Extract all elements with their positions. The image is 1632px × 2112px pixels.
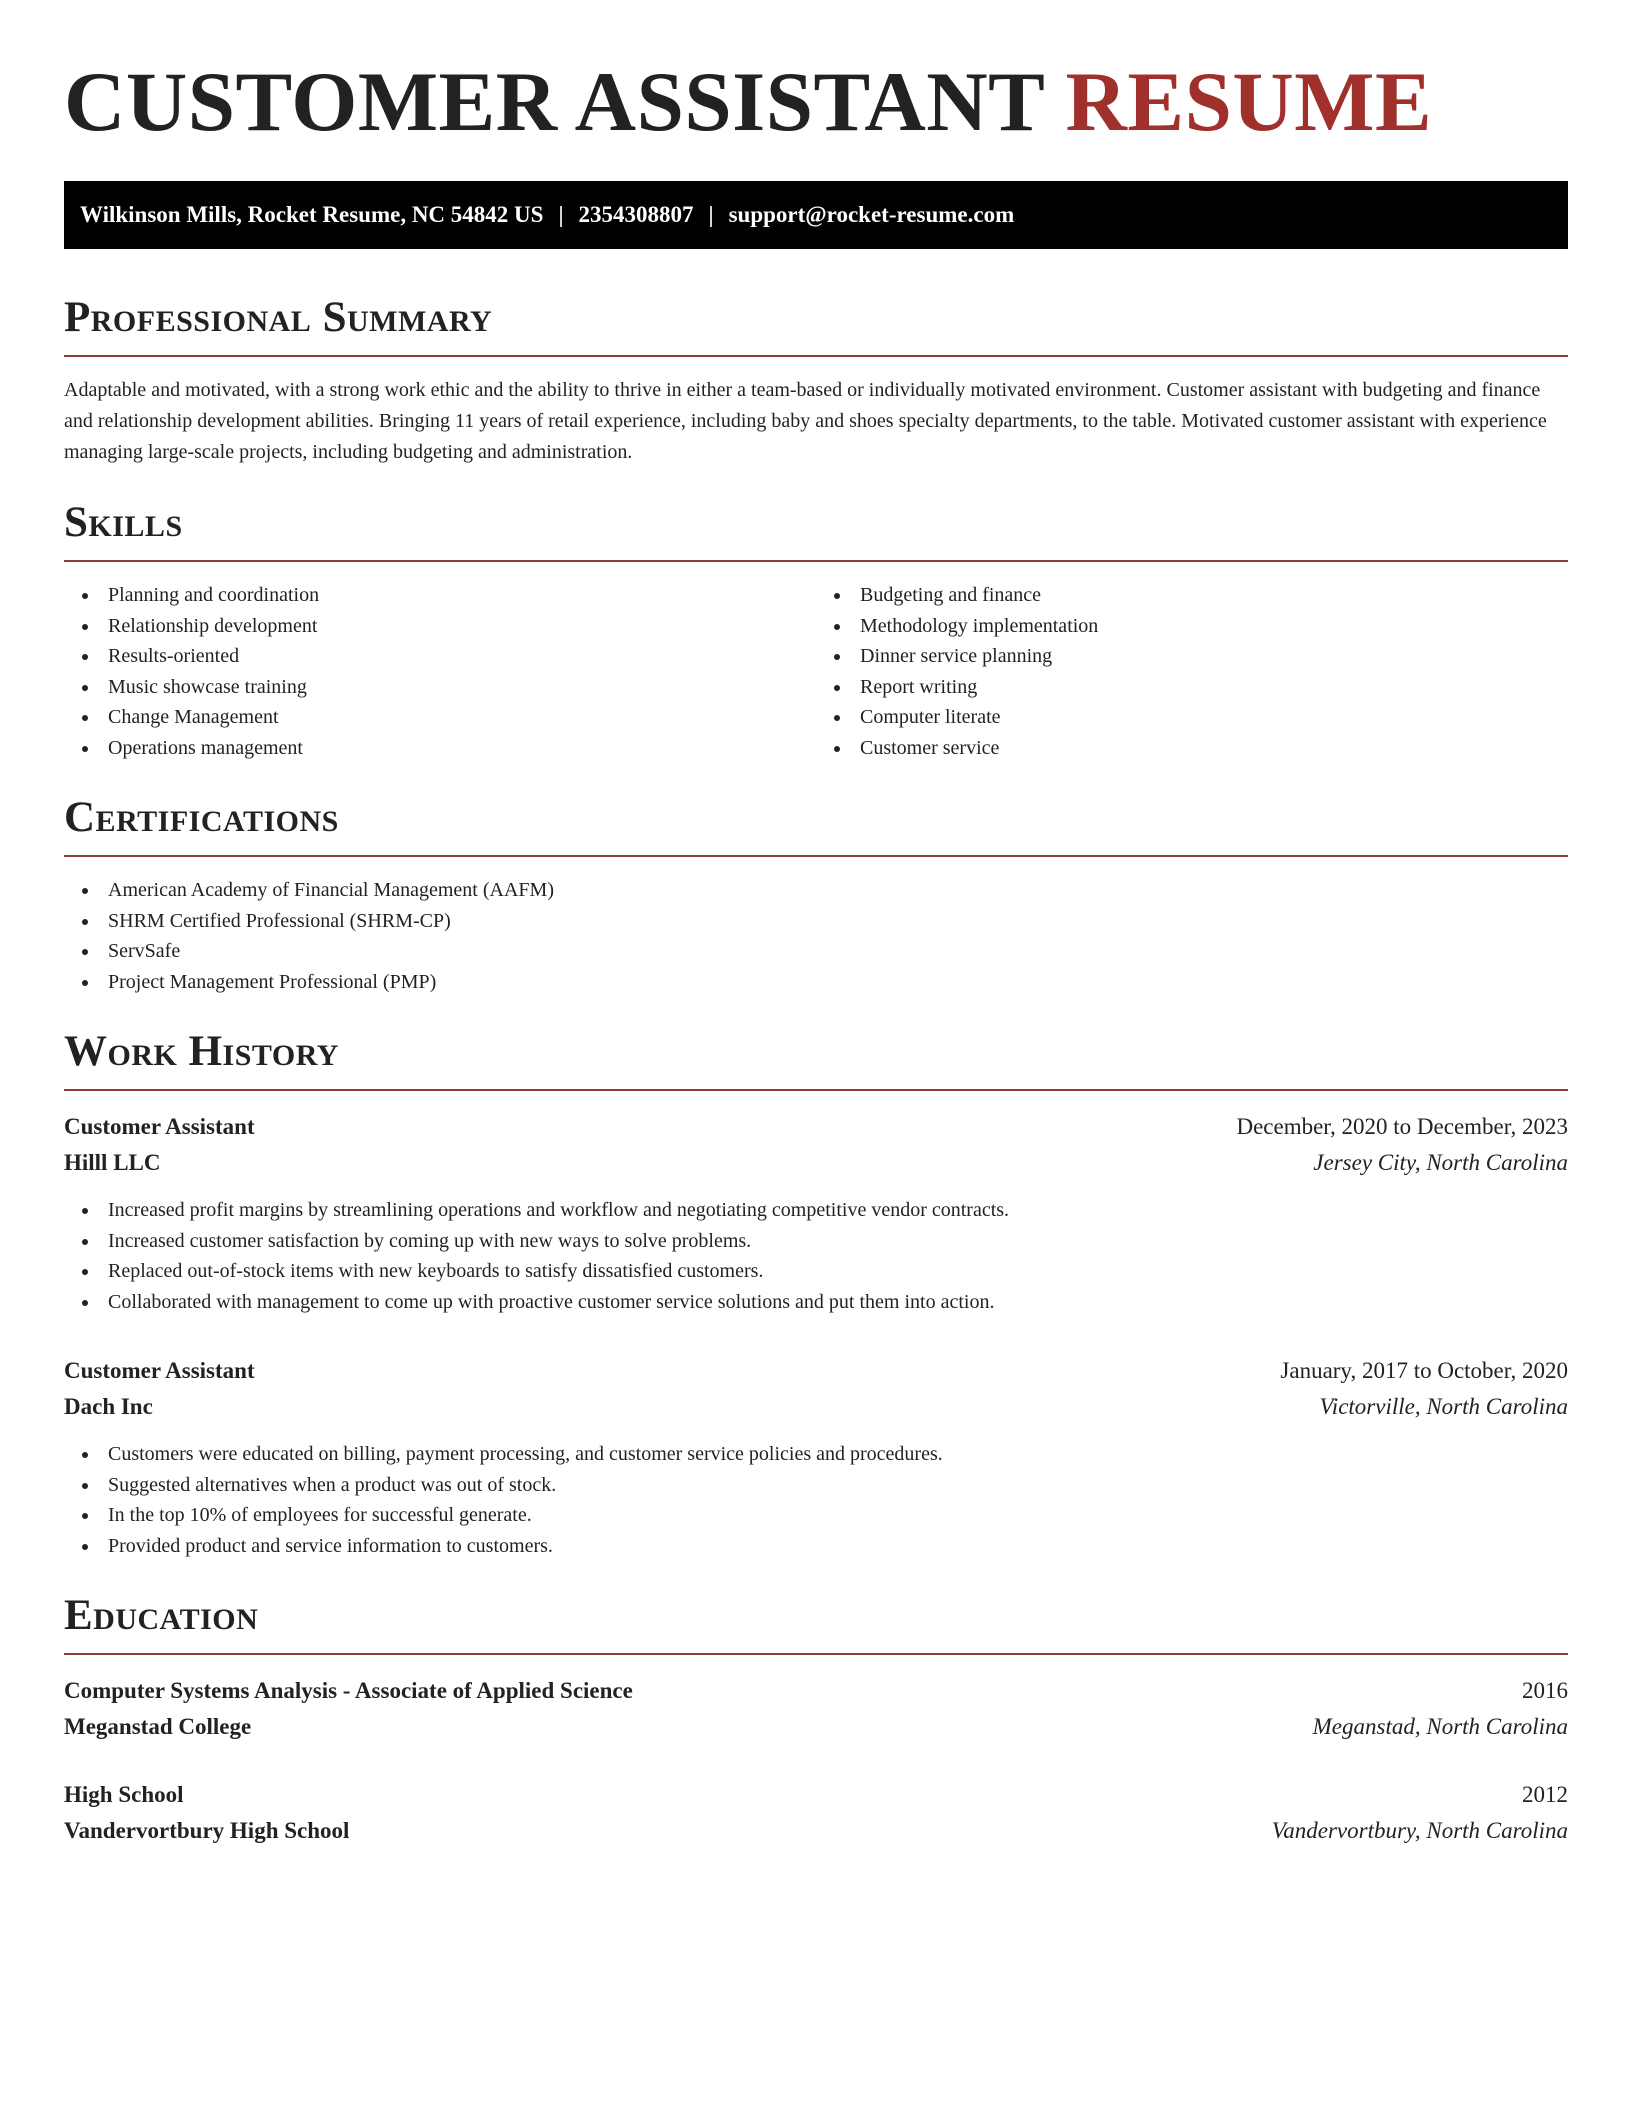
section-divider: [64, 355, 1568, 357]
job-entry: [64, 1109, 1568, 1317]
title-main: CUSTOMER ASSISTANT: [64, 55, 1044, 149]
education-year: 2016: [1522, 1678, 1568, 1703]
job-duty: Suggested alternatives when a product was out of stock.: [64, 1470, 1568, 1501]
title-accent: RESUME: [1065, 55, 1433, 149]
job-location: Victorville, North Carolina: [1319, 1394, 1568, 1419]
job-entry: [64, 1353, 1568, 1561]
job-duty: Provided product and service information to customers.: [64, 1531, 1568, 1562]
certifications-section: [64, 793, 1568, 997]
skill-item: Customer service: [816, 733, 1568, 764]
job-dates: January, 2017 to October, 2020: [1280, 1358, 1568, 1383]
contact-bar: [64, 181, 1568, 249]
skill-item: Methodology implementation: [816, 611, 1568, 642]
skill-item: Operations management: [64, 733, 816, 764]
skill-item: Results-oriented: [64, 641, 816, 672]
contact-separator: |: [558, 202, 564, 227]
skills-list-right: [816, 580, 1568, 763]
education-location: Meganstad, North Carolina: [1312, 1714, 1568, 1739]
job-duties: [64, 1195, 1568, 1317]
certification-item: Project Management Professional (PMP): [64, 967, 1568, 998]
education-heading: Education: [64, 1592, 259, 1639]
work-history-heading: Work History: [64, 1028, 339, 1075]
summary-section: [64, 293, 1568, 468]
section-divider: [64, 1089, 1568, 1091]
education-degree-row: [64, 1673, 1568, 1709]
job-company: Dach Inc: [64, 1394, 153, 1419]
contact-email: support@rocket-resume.com: [728, 202, 1015, 227]
work-history-section: [64, 1027, 1568, 1561]
skill-item: Computer literate: [816, 702, 1568, 733]
education-section: [64, 1591, 1568, 1849]
skill-item: Report writing: [816, 672, 1568, 703]
certifications-list: [64, 875, 1568, 997]
skills-heading: Skills: [64, 499, 183, 546]
job-company: Hilll LLC: [64, 1150, 161, 1175]
contact-address: Wilkinson Mills, Rocket Resume, NC 54842 US: [80, 202, 544, 227]
skills-section: [64, 498, 1568, 763]
education-degree: Computer Systems Analysis - Associate of Applied Science: [64, 1678, 633, 1703]
job-duty: Increased profit margins by streamlining operations and workflow and negotiating competitive vendor contracts.: [64, 1195, 1568, 1226]
job-duty: Increased customer satisfaction by coming up with new ways to solve problems.: [64, 1226, 1568, 1257]
education-year: 2012: [1522, 1782, 1568, 1807]
skill-item: Budgeting and finance: [816, 580, 1568, 611]
job-title: Customer Assistant: [64, 1114, 255, 1139]
skill-item: Relationship development: [64, 611, 816, 642]
certifications-heading: Certifications: [64, 794, 339, 841]
job-duties: [64, 1439, 1568, 1561]
job-company-row: [64, 1145, 1568, 1181]
job-header-row: [64, 1353, 1568, 1389]
education-degree-row: [64, 1777, 1568, 1813]
skill-item: Dinner service planning: [816, 641, 1568, 672]
summary-heading: Professional Summary: [64, 294, 493, 341]
skill-item: Planning and coordination: [64, 580, 816, 611]
education-school: Meganstad College: [64, 1714, 252, 1739]
education-school-row: [64, 1709, 1568, 1745]
job-company-row: [64, 1389, 1568, 1425]
job-dates: December, 2020 to December, 2023: [1236, 1114, 1568, 1139]
education-school: Vandervortbury High School: [64, 1818, 350, 1843]
education-location: Vandervortbury, North Carolina: [1271, 1818, 1568, 1843]
contact-separator: |: [708, 202, 714, 227]
job-title: Customer Assistant: [64, 1358, 255, 1383]
resume-title: [64, 52, 1568, 152]
job-duty: Collaborated with management to come up with proactive customer service solutions and put them into action.: [64, 1287, 1568, 1318]
contact-phone: 2354308807: [578, 202, 694, 227]
job-duty: Customers were educated on billing, payment processing, and customer service policies and procedures.: [64, 1439, 1568, 1470]
skill-item: Music showcase training: [64, 672, 816, 703]
certification-item: ServSafe: [64, 936, 1568, 967]
job-duty: In the top 10% of employees for successful generate.: [64, 1500, 1568, 1531]
section-divider: [64, 855, 1568, 857]
summary-text: Adaptable and motivated, with a strong work ethic and the ability to thrive in either a team-based or individually motivated environment. Customer assistant with budgeting and finance and relationship development abilities. Bringing 11 years of retail experience, including baby and shoes specialty departments, to the table. Motivated customer assistant with experience managing large-scale projects, including budgeting and administration.: [64, 379, 1547, 463]
job-location: Jersey City, North Carolina: [1313, 1150, 1568, 1175]
education-school-row: [64, 1813, 1568, 1849]
education-entry: [64, 1777, 1568, 1849]
skill-item: Change Management: [64, 702, 816, 733]
education-entry: [64, 1673, 1568, 1745]
skills-columns: [64, 562, 1568, 763]
certification-item: SHRM Certified Professional (SHRM-CP): [64, 906, 1568, 937]
certification-item: American Academy of Financial Management (AAFM): [64, 875, 1568, 906]
section-divider: [64, 1653, 1568, 1655]
job-header-row: [64, 1109, 1568, 1145]
skills-list-left: [64, 580, 816, 763]
education-degree: High School: [64, 1782, 184, 1807]
job-duty: Replaced out-of-stock items with new keyboards to satisfy dissatisfied customers.: [64, 1256, 1568, 1287]
